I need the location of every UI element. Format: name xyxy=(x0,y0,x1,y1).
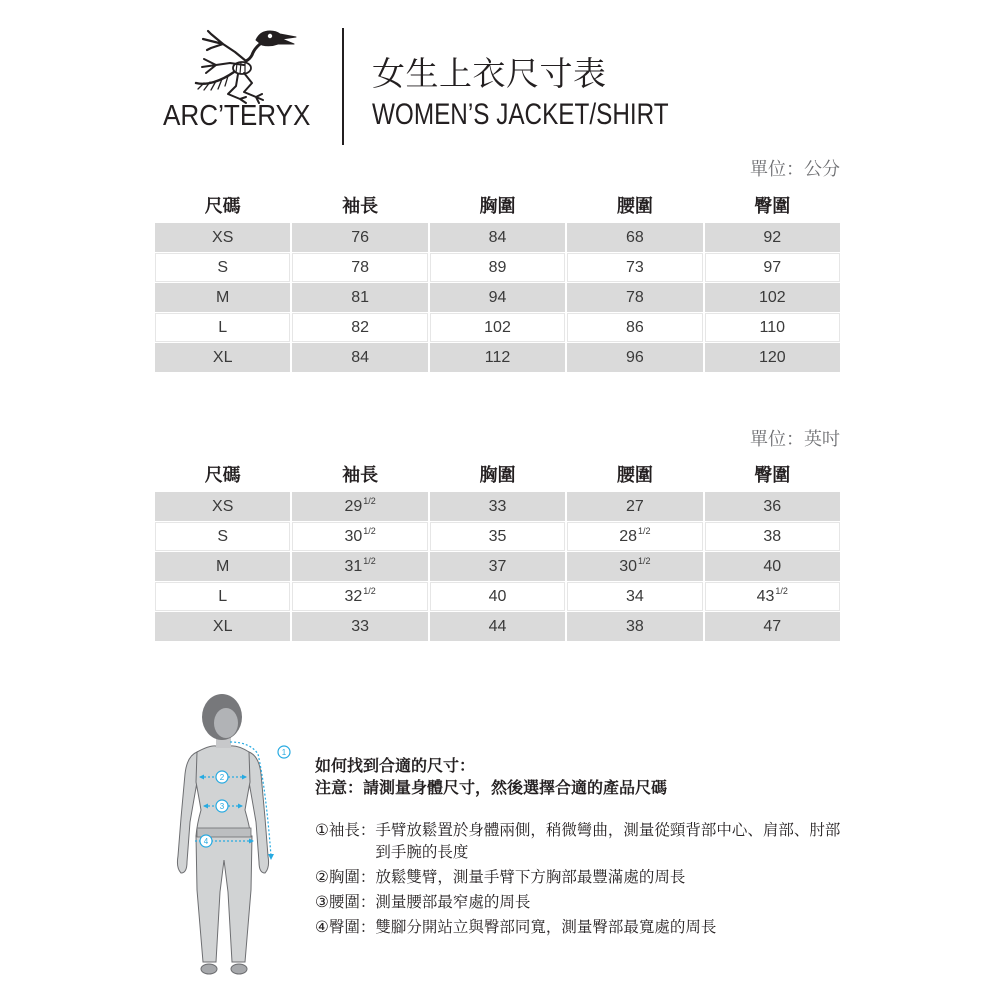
step-sleeve-length xyxy=(315,819,840,863)
table-header-row xyxy=(155,188,840,221)
cell-waist: 73 xyxy=(567,253,702,282)
table-row xyxy=(155,223,840,252)
step-label: 腰圍： xyxy=(328,893,376,911)
value-whole: 43 xyxy=(756,587,775,605)
cell-hip xyxy=(705,492,840,521)
header-sleeve-length: 袖長 xyxy=(342,195,379,217)
table-row xyxy=(155,612,840,641)
figure-legs xyxy=(196,836,252,962)
step-number: ② xyxy=(315,868,329,886)
cell-sleeve-length xyxy=(292,552,427,581)
cell-hip: 92 xyxy=(705,223,840,252)
cell-chest: 112 xyxy=(430,343,565,372)
cell-hip: 110 xyxy=(705,313,840,342)
table-row xyxy=(155,522,840,551)
header-waist: 腰圍 xyxy=(616,464,653,486)
value-whole: 30 xyxy=(344,527,363,545)
step-label: 袖長： xyxy=(328,821,376,839)
unit-label-inch: 單位：英吋 xyxy=(750,429,840,450)
cell-chest xyxy=(430,582,565,611)
cell-size: L xyxy=(155,313,290,342)
step-number: ① xyxy=(315,821,329,839)
value-whole: 36 xyxy=(763,497,782,515)
cell-waist xyxy=(567,612,702,641)
value-fraction: 1/2 xyxy=(775,585,788,596)
step-label: 臀圍： xyxy=(328,918,376,936)
logo-neck xyxy=(246,44,260,61)
header-size: 尺碼 xyxy=(204,464,241,486)
step-description-line: 到手腕的長度 xyxy=(375,843,469,861)
step-label: 胸圍： xyxy=(328,868,376,886)
figure-torso xyxy=(196,746,251,836)
cell-hip xyxy=(705,582,840,611)
cell-sleeve-length: 84 xyxy=(292,343,427,372)
value-fraction: 1/2 xyxy=(363,495,376,506)
figure-foot-right xyxy=(231,964,247,974)
cell-sleeve-length: 82 xyxy=(292,313,427,342)
figure-foot-left xyxy=(201,964,217,974)
value-whole: 34 xyxy=(625,587,644,605)
cell-chest: 94 xyxy=(430,283,565,312)
step-description xyxy=(375,891,530,913)
body-measurement-figure xyxy=(150,690,310,985)
value-whole: 38 xyxy=(763,527,782,545)
cell-sleeve-length xyxy=(292,492,427,521)
logo-leg-left xyxy=(228,74,246,103)
header-sleeve-length: 袖長 xyxy=(342,464,379,486)
size-table-inch xyxy=(155,457,840,642)
step-number: ④ xyxy=(315,918,329,936)
cell-hip: 120 xyxy=(705,343,840,372)
brand-wordmark: ARC’TERYX xyxy=(163,100,311,132)
cell-sleeve-length: 76 xyxy=(292,223,427,252)
cell-chest xyxy=(430,522,565,551)
table-row xyxy=(155,343,840,372)
marker-number: 1 xyxy=(281,748,287,757)
step-description-line: 雙腳分開站立與臀部同寬，測量臀部最寬處的周長 xyxy=(375,918,717,936)
value-fraction: 1/2 xyxy=(363,555,376,566)
value-whole: 32 xyxy=(344,587,363,605)
cell-size: XL xyxy=(155,343,290,372)
value-whole: 30 xyxy=(619,557,638,575)
value-whole: 33 xyxy=(351,617,369,635)
how-to-measure-intro xyxy=(315,755,667,799)
how-to-measure-note: 注意：請測量身體尺寸，然後選擇合適的產品尺碼 xyxy=(315,778,668,797)
figure-face xyxy=(214,708,238,738)
value-fraction: 1/2 xyxy=(363,525,376,536)
step-chest xyxy=(315,866,840,888)
cell-size: S xyxy=(155,522,290,551)
value-whole: 35 xyxy=(488,527,507,545)
value-whole: 33 xyxy=(488,497,507,515)
cell-hip xyxy=(705,522,840,551)
cell-waist xyxy=(567,582,702,611)
header-divider xyxy=(342,28,344,145)
cell-hip xyxy=(705,552,840,581)
header-chest: 胸圍 xyxy=(479,464,516,486)
header-chest: 胸圍 xyxy=(479,195,516,217)
cell-waist: 86 xyxy=(567,313,702,342)
step-waist xyxy=(315,891,840,913)
figure-arm-left xyxy=(177,752,197,873)
step-description xyxy=(375,819,840,863)
cell-size: M xyxy=(155,552,290,581)
cell-waist xyxy=(567,522,702,551)
logo-upper-wing xyxy=(203,31,246,61)
cell-sleeve-length: 81 xyxy=(292,283,427,312)
cell-waist xyxy=(567,552,702,581)
marker-number: 4 xyxy=(203,837,209,846)
value-whole: 40 xyxy=(488,587,507,605)
step-description xyxy=(375,866,685,888)
value-whole: 31 xyxy=(344,557,363,575)
cell-sleeve-length xyxy=(292,522,427,551)
cell-sleeve-length xyxy=(292,582,427,611)
table-row xyxy=(155,253,840,282)
cell-chest xyxy=(430,492,565,521)
value-whole: 27 xyxy=(625,497,644,515)
value-whole: 40 xyxy=(763,557,782,575)
table-row xyxy=(155,313,840,342)
header-hip: 臀圍 xyxy=(754,195,791,217)
value-whole: 38 xyxy=(625,617,644,635)
value-whole: 28 xyxy=(619,527,638,545)
cell-size: M xyxy=(155,283,290,312)
logo-lower-wing xyxy=(202,59,244,73)
table-row xyxy=(155,283,840,312)
cell-waist: 68 xyxy=(567,223,702,252)
logo-leg-right xyxy=(244,73,263,103)
header-size: 尺碼 xyxy=(204,195,241,217)
header-waist: 腰圍 xyxy=(616,195,653,217)
cell-size: XL xyxy=(155,612,290,641)
cell-size: XS xyxy=(155,492,290,521)
step-description-line: 測量腰部最窄處的周長 xyxy=(375,893,531,911)
cell-sleeve-length: 78 xyxy=(292,253,427,282)
cell-waist: 96 xyxy=(567,343,702,372)
cell-hip: 102 xyxy=(705,283,840,312)
cell-sleeve-length xyxy=(292,612,427,641)
header-hip: 臀圍 xyxy=(754,464,791,486)
marker-number: 2 xyxy=(219,773,225,782)
step-hip xyxy=(315,916,840,938)
page-subtitle: WOMEN’S JACKET/SHIRT xyxy=(372,98,669,131)
value-fraction: 1/2 xyxy=(638,525,651,536)
size-table-cm xyxy=(155,188,840,373)
how-to-measure-heading: 如何找到合適的尺寸： xyxy=(315,756,476,775)
value-whole: 44 xyxy=(488,617,507,635)
value-whole: 47 xyxy=(763,617,782,635)
logo-skull xyxy=(256,31,296,46)
table-row xyxy=(155,492,840,521)
cell-waist: 78 xyxy=(567,283,702,312)
step-description-line: 放鬆雙臂，測量手臂下方胸部最豐滿處的周長 xyxy=(375,868,686,886)
cell-size: S xyxy=(155,253,290,282)
step-number: ③ xyxy=(315,893,329,911)
logo-eye xyxy=(268,34,272,38)
figure-body xyxy=(177,694,268,974)
cell-hip xyxy=(705,612,840,641)
cell-hip: 97 xyxy=(705,253,840,282)
cell-chest xyxy=(430,552,565,581)
measurement-steps xyxy=(315,819,840,941)
cell-chest: 84 xyxy=(430,223,565,252)
value-fraction: 1/2 xyxy=(363,585,376,596)
cell-waist xyxy=(567,492,702,521)
table-row xyxy=(155,552,840,581)
archaeopteryx-logo-icon xyxy=(190,25,300,105)
marker-number: 3 xyxy=(219,802,225,811)
value-fraction: 1/2 xyxy=(638,555,651,566)
cell-chest: 102 xyxy=(430,313,565,342)
cell-size: L xyxy=(155,582,290,611)
value-whole: 29 xyxy=(344,497,363,515)
step-description-line: 手臂放鬆置於身體兩側，稍微彎曲，測量從頸背部中心、肩部、肘部 xyxy=(375,821,841,839)
value-whole: 37 xyxy=(488,557,507,575)
unit-label-cm: 單位：公分 xyxy=(750,159,840,180)
table-header-row xyxy=(155,457,840,490)
page-title: 女生上衣尺寸表 xyxy=(372,54,607,93)
cell-chest xyxy=(430,612,565,641)
table-row xyxy=(155,582,840,611)
cell-chest: 89 xyxy=(430,253,565,282)
cell-size: XS xyxy=(155,223,290,252)
step-description xyxy=(375,916,716,938)
